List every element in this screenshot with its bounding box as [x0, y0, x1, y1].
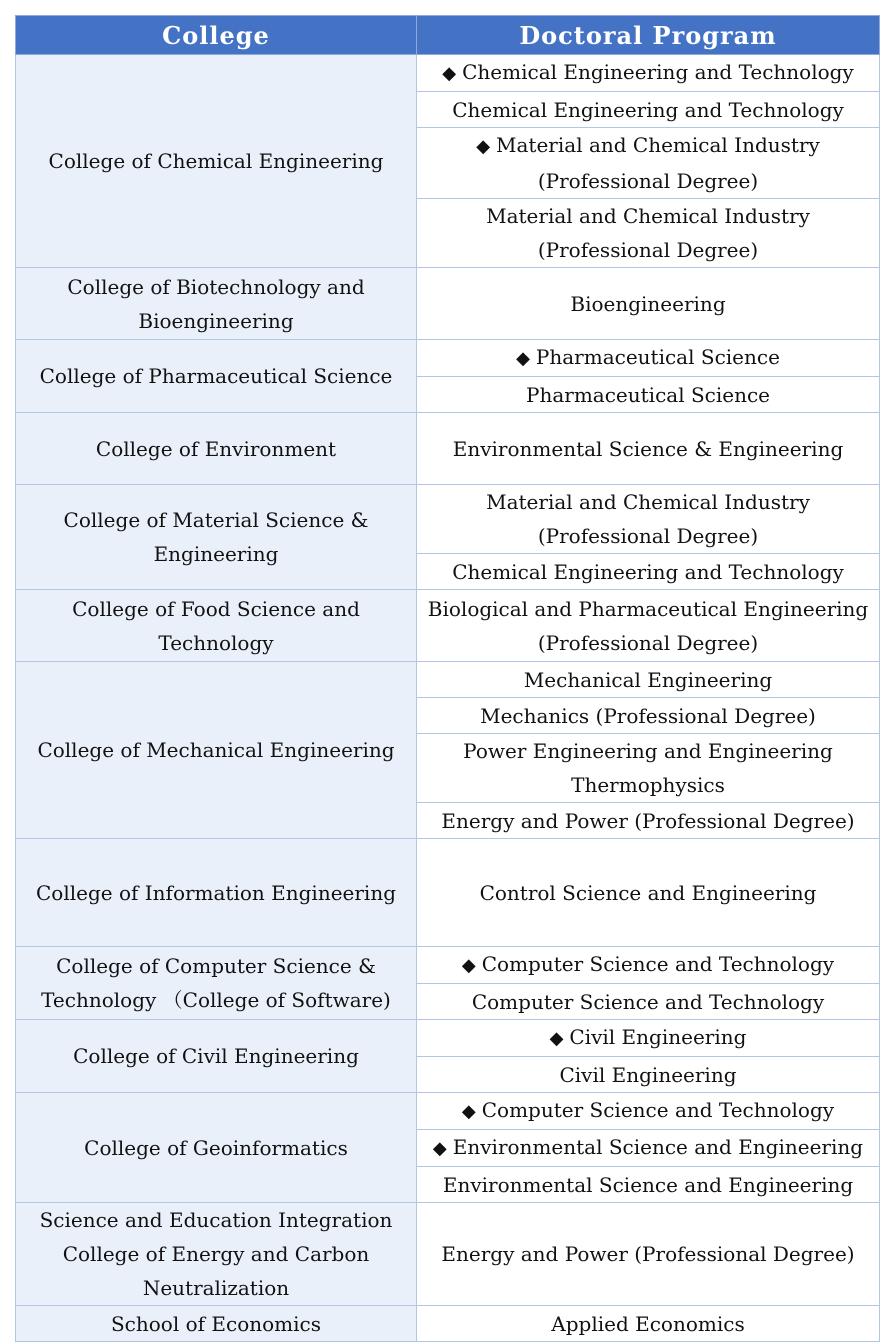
program-cell — [417, 590, 880, 662]
college-cell: College of Chemical Engineering — [16, 55, 417, 268]
college-cell: College of Information Engineering — [16, 839, 417, 947]
college-cell: Science and Education Integration College of Energy and Carbon Neutralization — [16, 1203, 417, 1306]
program-cell — [417, 803, 880, 839]
program-cell — [417, 662, 880, 698]
program-cell — [417, 55, 880, 92]
diamond-marker-icon: ◆ — [442, 63, 457, 84]
program-label: Material and Chemical Industry (Professional Degree) — [496, 133, 820, 193]
program-label: Control Science and Engineering — [479, 880, 817, 905]
program-label: Environmental Science and Engineering — [442, 1172, 854, 1197]
program-cell — [417, 485, 880, 554]
college-cell: College of Computer Science & Technology （College of Software) — [16, 947, 417, 1020]
program-cell — [417, 1020, 880, 1057]
college-cell: College of Material Science & Engineering — [16, 485, 417, 590]
program-cell — [417, 947, 880, 984]
table-row — [16, 485, 880, 554]
table-row — [16, 55, 880, 92]
diamond-marker-icon: ◆ — [516, 348, 530, 369]
program-cell — [417, 1093, 880, 1130]
table-row — [16, 1203, 880, 1306]
program-label: Power Engineering and Engineering Thermophysics — [463, 739, 833, 797]
program-label: Civil Engineering — [569, 1025, 747, 1049]
program-column-header: Doctoral Program — [417, 16, 880, 55]
college-cell: College of Civil Engineering — [16, 1020, 417, 1093]
diamond-marker-icon: ◆ — [461, 955, 476, 976]
table-row — [16, 947, 880, 984]
program-label: Mechanical Engineering — [523, 667, 773, 692]
college-cell: College of Food Science and Technology — [16, 590, 417, 662]
college-cell: College of Environment — [16, 413, 417, 485]
program-label: Chemical Engineering and Technology — [462, 60, 854, 84]
program-label: Material and Chemical Industry (Professional Degree) — [486, 204, 810, 262]
program-label: Environmental Science and Engineering — [452, 1135, 864, 1159]
doctoral-programs-table — [15, 15, 880, 1342]
program-label: Material and Chemical Industry (Professional Degree) — [486, 490, 810, 548]
programs-table-container — [15, 15, 880, 1342]
program-label: Chemical Engineering and Technology — [452, 559, 844, 584]
program-cell — [417, 1130, 880, 1167]
program-label: Pharmaceutical Science — [526, 382, 770, 407]
college-column-header: College — [16, 16, 417, 55]
program-label: Computer Science and Technology — [471, 989, 825, 1014]
program-label: Chemical Engineering and Technology — [452, 97, 844, 122]
table-row — [16, 839, 880, 947]
program-cell — [417, 698, 880, 734]
table-body — [16, 55, 880, 1342]
diamond-marker-icon: ◆ — [432, 1138, 447, 1159]
table-row — [16, 268, 880, 340]
diamond-marker-icon: ◆ — [549, 1028, 564, 1049]
table-row — [16, 1020, 880, 1057]
program-label: Energy and Power (Professional Degree) — [441, 1242, 855, 1266]
program-cell — [417, 554, 880, 590]
table-row — [16, 413, 880, 485]
program-cell — [417, 734, 880, 803]
program-label: Computer Science and Technology — [481, 1098, 835, 1122]
college-cell: College of Biotechnology and Bioengineering — [16, 268, 417, 340]
program-label: Environmental Science & Engineering — [452, 436, 844, 461]
college-cell: College of Pharmaceutical Science — [16, 340, 417, 413]
program-label: Civil Engineering — [559, 1062, 737, 1087]
diamond-marker-icon: ◆ — [461, 1101, 476, 1122]
program-label: Computer Science and Technology — [481, 952, 835, 976]
table-row — [16, 590, 880, 662]
program-cell — [417, 1057, 880, 1093]
program-label: Mechanics (Professional Degree) — [480, 703, 816, 728]
program-cell — [417, 377, 880, 413]
program-cell — [417, 92, 880, 128]
program-cell — [417, 199, 880, 268]
program-label: Applied Economics — [551, 1311, 745, 1336]
program-label: Biological and Pharmaceutical Engineering (Professional Degree) — [427, 596, 869, 655]
table-row — [16, 1306, 880, 1342]
college-cell: College of Geoinformatics — [16, 1093, 417, 1203]
program-label: Energy and Power (Professional Degree) — [441, 808, 855, 833]
program-cell — [417, 268, 880, 340]
program-cell — [417, 1203, 880, 1306]
college-cell: College of Mechanical Engineering — [16, 662, 417, 839]
table-row — [16, 1093, 880, 1130]
table-row — [16, 340, 880, 377]
diamond-marker-icon: ◆ — [476, 136, 491, 157]
program-label: Bioengineering — [570, 291, 726, 316]
program-cell — [417, 1167, 880, 1203]
table-header-row — [16, 16, 880, 55]
college-cell: School of Economics — [16, 1306, 417, 1342]
table-row — [16, 662, 880, 698]
program-cell — [417, 128, 880, 199]
program-cell — [417, 984, 880, 1020]
program-label: Pharmaceutical Science — [535, 345, 780, 369]
program-cell — [417, 413, 880, 485]
program-cell — [417, 1306, 880, 1342]
program-cell — [417, 340, 880, 377]
program-cell — [417, 839, 880, 947]
